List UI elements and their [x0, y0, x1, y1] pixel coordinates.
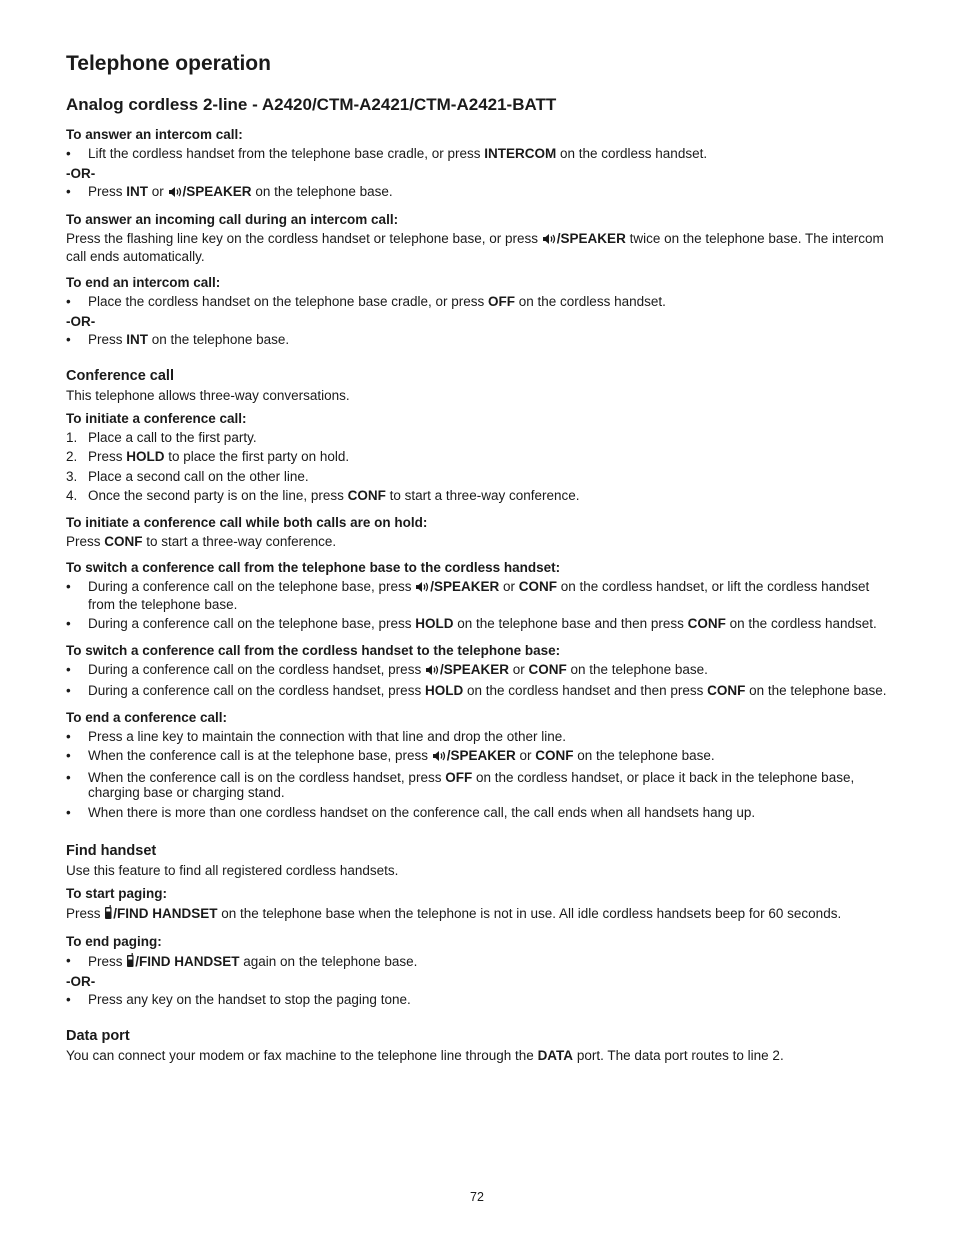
paragraph: Press /FIND HANDSET on the telephone base when the telephone is not in use. All idle cordless handsets beep for 60 seconds. — [66, 905, 888, 924]
paragraph: Press CONF to start a three-way conference. — [66, 533, 337, 549]
section-subtitle: Analog cordless 2-line - A2420/CTM-A2421/CTM-A2421-BATT — [66, 95, 557, 114]
speaker-icon — [415, 581, 430, 597]
data-port-heading: Data port — [66, 1028, 130, 1044]
bullet: • — [66, 331, 71, 347]
bullet: • — [66, 953, 71, 968]
list-item: • Place the cordless handset on the telephone base cradle, or press OFF on the cordless handset. — [66, 294, 666, 309]
incoming-during-intercom-label: To answer an incoming call during an intercom call: — [66, 212, 399, 227]
list-item: • When there is more than one cordless handset on the conference call, the call ends when all handsets hang up. — [66, 804, 756, 820]
end-conference-label: To end a conference call: — [66, 709, 228, 725]
list-item: • Press INT on the telephone base. — [66, 331, 290, 347]
switch-to-base-label: To switch a conference call from the cordless handset to the telephone base: — [66, 642, 561, 658]
list-item: • When the conference call is at the telephone base, press /SPEAKER or CONF on the telephone base. — [66, 748, 888, 766]
or-separator: -OR- — [66, 973, 96, 989]
handset-icon — [104, 905, 113, 924]
conference-on-hold-label: To initiate a conference call while both calls are on hold: — [66, 514, 428, 530]
paragraph: Use this feature to find all registered cordless handsets. — [66, 863, 399, 878]
initiate-conference-label: To initiate a conference call: — [66, 410, 247, 426]
page-number: 72 — [470, 1190, 484, 1204]
or-separator: -OR- — [66, 313, 96, 329]
start-paging-label: To start paging: — [66, 885, 167, 901]
speaker-icon — [542, 233, 557, 249]
list-item: • Press any key on the handset to stop the paging tone. — [66, 991, 411, 1007]
list-item: • When the conference call is on the cordless handset, press OFF on the cordless handset, or place it back in the telephone base, charging base or charging stand. — [66, 769, 855, 800]
page-content — [66, 50, 888, 1064]
bullet: • — [66, 769, 71, 785]
page-title: Telephone operation — [66, 52, 271, 75]
list-item: 4. Once the second party is on the line, press CONF to start a three-way conference. — [66, 488, 580, 503]
speaker-icon — [425, 664, 440, 680]
list-item: 2. Press HOLD to place the first party on hold. — [66, 449, 350, 464]
bullet: • — [66, 683, 71, 698]
list-item: • Lift the cordless handset from the telephone base cradle, or press INTERCOM on the cordless handset. — [66, 146, 708, 161]
speaker-icon — [168, 186, 183, 202]
answer-intercom-label: To answer an intercom call: — [66, 127, 243, 142]
paragraph: This telephone allows three-way conversations. — [66, 388, 350, 403]
bullet: • — [66, 991, 71, 1007]
find-handset-heading: Find handset — [66, 843, 157, 859]
conference-call-heading: Conference call — [66, 368, 174, 384]
end-paging-label: To end paging: — [66, 934, 162, 949]
or-separator: -OR- — [66, 165, 96, 181]
bullet: • — [66, 804, 71, 820]
speaker-icon — [432, 750, 447, 766]
bullet: • — [66, 748, 71, 763]
list-item: • Press INT or /SPEAKER on the telephone base. — [66, 184, 888, 202]
list-item: • During a conference call on the cordless handset, press /SPEAKER or CONF on the telephone base. — [66, 662, 888, 680]
list-item: • During a conference call on the cordless handset, press HOLD on the cordless handset and then press CONF on the telephone base. — [66, 683, 887, 698]
paragraph: Press the flashing line key on the cordless handset or telephone base, or press /SPEAKER twice on the telephone base. The intercom call ends automatically. — [66, 231, 884, 264]
handset-icon — [126, 953, 135, 972]
bullet: • — [66, 579, 71, 594]
bullet: • — [66, 183, 71, 199]
list-item: • During a conference call on the telephone base, press HOLD on the telephone base and then press CONF on the cordless handset. — [66, 616, 877, 631]
bullet: • — [66, 294, 71, 309]
list-item: • During a conference call on the telephone base, press /SPEAKER or CONF on the cordless handset, or lift the cordless handset from the telephone base. — [66, 579, 870, 612]
list-item: 1. Place a call to the first party. — [66, 429, 257, 445]
list-item: • Press a line key to maintain the connection with that line and drop the other line. — [66, 728, 567, 744]
paragraph: You can connect your modem or fax machine to the telephone line through the DATA port. The data port routes to line 2. — [66, 1048, 784, 1063]
bullet: • — [66, 728, 71, 744]
bullet: • — [66, 146, 71, 161]
switch-to-handset-label: To switch a conference call from the telephone base to the cordless handset: — [66, 560, 561, 575]
list-item: 3. Place a second call on the other line. — [66, 468, 309, 484]
bullet: • — [66, 661, 71, 677]
end-intercom-label: To end an intercom call: — [66, 275, 221, 290]
list-item: • Press /FIND HANDSET again on the telephone base. — [66, 953, 888, 972]
bullet: • — [66, 616, 71, 631]
